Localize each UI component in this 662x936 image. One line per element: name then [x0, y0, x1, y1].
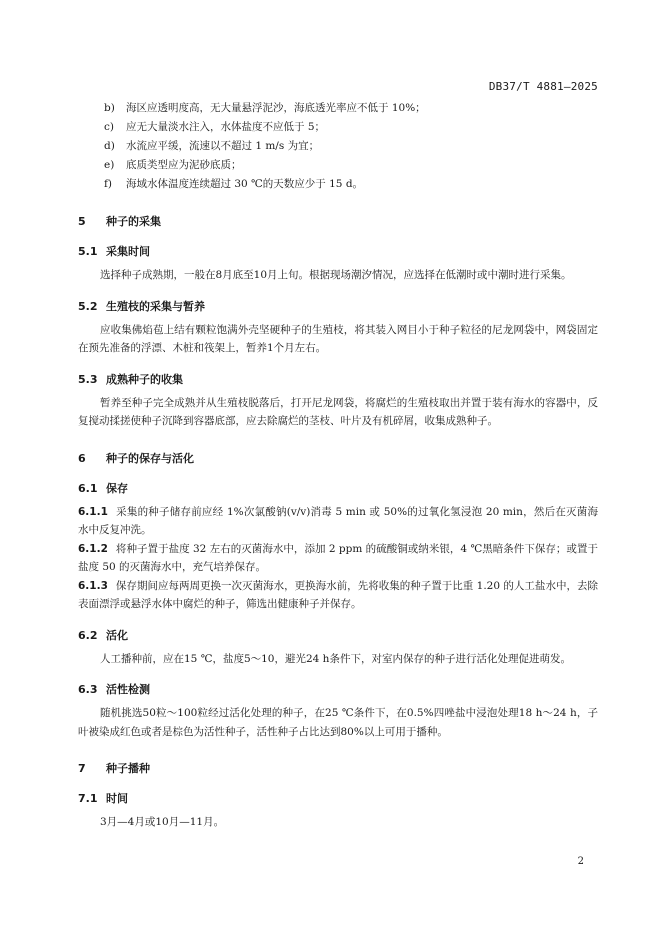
numbered-paragraph	[78, 503, 598, 540]
subsection-title: 生殖枝的采集与暂养	[106, 299, 205, 313]
numbered-paragraph	[78, 577, 598, 614]
subsection-title: 时间	[106, 792, 128, 805]
list-text: 海域水体温度连续超过 30 ℃的天数应少于 15 d。	[126, 178, 364, 190]
subsection-number: 7.1	[78, 792, 98, 805]
section-title: 种子播种	[106, 762, 150, 775]
paragraph-number: 6.1.1	[78, 505, 108, 518]
section-heading	[78, 451, 598, 467]
subsection-heading	[78, 481, 598, 497]
section-number: 5	[78, 215, 86, 228]
document-code: DB37/T 4881—2025	[488, 80, 598, 93]
section-title: 种子的采集	[106, 215, 161, 228]
page-body	[78, 99, 598, 832]
list-marker: e)	[104, 159, 115, 171]
paragraph: 选择种子成熟期，一般在8月底至10月上旬。根据现场潮汐情况，应选择在低潮时或中潮时进行采集。	[100, 269, 572, 281]
list-text: 应无大量淡水注入，水体盐度不应低于 5；	[126, 121, 326, 133]
list-text: 水流应平缓，流速以不超过 1 m/s 为宜；	[126, 140, 320, 152]
subsection-number: 6.1	[78, 481, 98, 495]
subsection-number: 5.3	[78, 372, 98, 386]
subsection-heading	[78, 682, 598, 698]
section-number: 7	[78, 762, 86, 775]
section-heading	[78, 761, 598, 777]
paragraph-text: 采集的种子储存前应经 1%次氯酸钠(v/v)消毒 5 min 或 50%的过氧化氢浸泡 20 min，然后在灭菌海水中反复冲洗。	[78, 505, 598, 536]
list-text: 海区应透明度高，无大量悬浮泥沙，海底透光率应不低于 10%；	[126, 102, 426, 114]
paragraph: 3月—4月或10月—11月。	[100, 816, 225, 828]
paragraph-text: 将种子置于盐度 32 左右的灭菌海水中，添加 2 ppm 的硫酸铜或纳米银，4 ℃黑暗条件下保存；或置于盐度 50 的灭菌海水中，充气培养保存。	[78, 542, 598, 573]
list-item	[78, 175, 598, 194]
paragraph: 随机挑选50粒～100粒经过活化处理的种子，在25 ℃条件下，在0.5%四唑盐中浸泡处理18 h～24 h，子叶被染成红色或者是棕色为活性种子，活性种子占比达到80%以上可用于播种。	[78, 707, 598, 738]
paragraph-text: 保存期间应每两周更换一次灭菌海水，更换海水前，先将收集的种子置于比重 1.20 的人工盐水中，去除表面漂浮或悬浮水体中腐烂的种子，筛选出健康种子并保存。	[78, 579, 598, 610]
subsection-number: 5.2	[78, 299, 98, 313]
subsection-number: 6.3	[78, 683, 98, 696]
paragraph: 暂养至种子完全成熟并从生殖枝脱落后，打开尼龙网袋，将腐烂的生殖枝取出并置于装有海水的容器中，反复搅动揉搓使种子沉降到容器底部，应去除腐烂的茎枝、叶片及有机碎屑，收集成熟种子。	[78, 396, 598, 427]
list-marker: f)	[104, 178, 112, 190]
subsection-title: 保存	[106, 481, 128, 495]
list-item	[78, 156, 598, 175]
paragraph-number: 6.1.2	[78, 542, 108, 555]
paragraph: 人工播种前，应在15 ℃，盐度5～10，避光24 h条件下，对室内保存的种子进行活化处理促进萌发。	[100, 652, 571, 665]
subsection-title: 采集时间	[106, 245, 150, 258]
subsection-title: 活性检测	[106, 683, 150, 696]
subsection-heading	[78, 244, 598, 260]
section-title: 种子的保存与活化	[106, 451, 194, 465]
list-marker: d)	[104, 140, 115, 152]
list-marker: c)	[104, 121, 114, 133]
page-number: 2	[577, 856, 584, 867]
paragraph-number: 6.1.3	[78, 579, 108, 592]
subsection-heading	[78, 372, 598, 388]
list-text: 底质类型应为泥砂底质；	[126, 159, 242, 171]
subsection-heading	[78, 628, 598, 644]
numbered-paragraph	[78, 540, 598, 577]
subsection-number: 6.2	[78, 628, 98, 642]
list-item	[78, 137, 598, 156]
subsection-number: 5.1	[78, 245, 98, 258]
list-item	[78, 99, 598, 118]
subsection-title: 成熟种子的收集	[106, 372, 183, 386]
paragraph: 应收集佛焰苞上结有颗粒饱满外壳坚硬种子的生殖枝，将其装入网目小于种子粒径的尼龙网袋中，网袋固定在预先准备的浮漂、木桩和筏架上，暂养1个月左右。	[78, 323, 598, 354]
subsection-heading	[78, 299, 598, 315]
section-number: 6	[78, 451, 86, 465]
subsection-heading	[78, 791, 598, 807]
list-item	[78, 118, 598, 137]
section-heading	[78, 214, 598, 230]
subsection-title: 活化	[106, 628, 128, 642]
list-marker: b)	[104, 102, 115, 114]
